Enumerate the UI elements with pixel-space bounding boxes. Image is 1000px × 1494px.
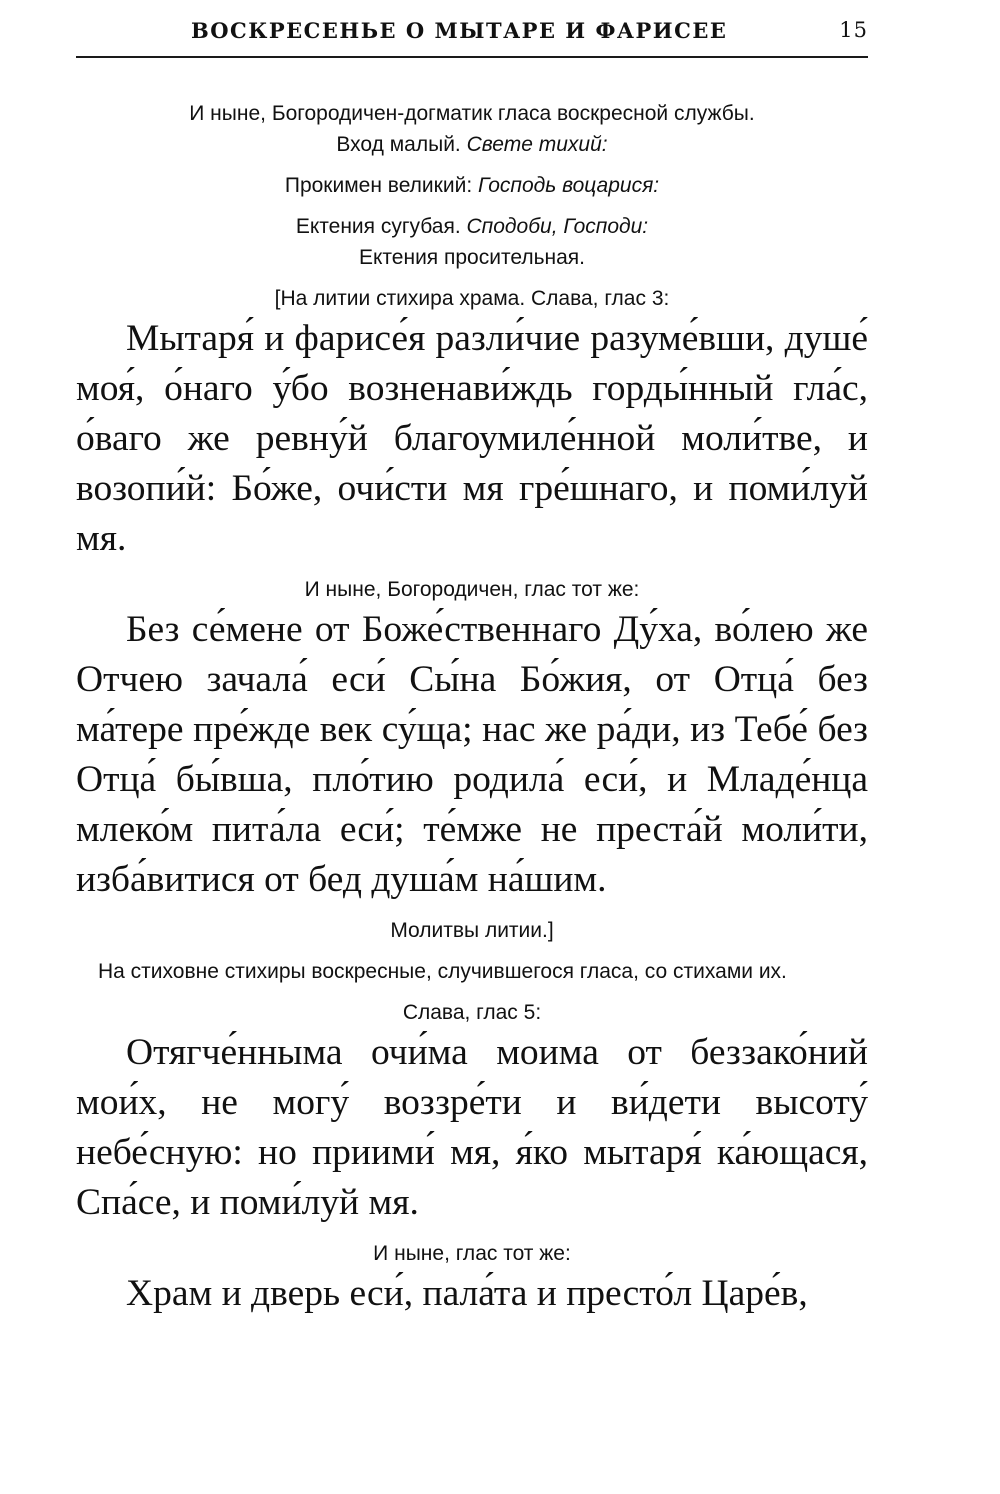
rubric-litany-augmented-text: Ектения сугубая.: [295, 215, 467, 238]
book-page: [76, 0, 868, 1319]
rubric-prokeimenon-text: Прокимен великий:: [284, 174, 478, 197]
rubric-entrance: [76, 129, 868, 160]
rubric-glory-tone-5: Слава, глас 5:: [402, 1001, 542, 1024]
rubric-entrance-text: Вход малый.: [336, 133, 467, 156]
rubric-theotokion-2: И ныне, глас тот же:: [373, 1242, 571, 1265]
page-number: 15: [839, 18, 868, 42]
rubric-litia-stichera: [На литии стихира храма. Слава, глас 3:: [274, 287, 670, 310]
hymn-heavy-eyes: Отягче́нныма очи́ма моима от беззако́ний мои́х, не могу́ воззре́ти и ви́дети высоту́ небе́сную: но приими́ мя, я́ко мытаря́ ка́ющася, Спа́се, и поми́луй мя.: [76, 1032, 868, 1223]
hymn-theotokion-2: Храм и дверь еси́, пала́та и престо́л Царе́в,: [126, 1273, 808, 1314]
running-title: ВОСКРЕСЕНЬЕ О МЫТАРЕ И ФАРИСЕЕ: [191, 18, 728, 43]
rubric-dogmatic: И ныне, Богородичен-догматик гласа воскресной службы.: [189, 102, 755, 125]
rubric-aposticha: На стиховне стихиры воскресные, случившегося гласа, со стихами их.: [98, 960, 787, 983]
rubric-prokeimenon: [76, 170, 868, 201]
rubric-litany-augmented: [76, 211, 868, 242]
hymn-theotokion-1: Без се́мене от Боже́ственнаго Ду́ха, во́лею же Отчею зачала́ еси́ Сы́на Бо́жия, от Отца́ без ма́тере пре́жде век су́ща; нас же ра́ди, из Тебе́ без Отца́ бы́вша, пло́тию родила́ еси́, и Младе́нца млеко́м пита́ла еси́; те́мже не преста́й моли́ти, изба́витися от бед душа́м на́шим.: [76, 609, 868, 900]
rubric-entrance-incipit: Свете тихий:: [466, 133, 608, 156]
hymn-publican-pharisee: Мытаря́ и фарисе́я разли́чие разуме́вши, душе́ моя́, о́наго у́бо возненави́ждь горды́нный гла́с, о́ваго же ревну́й благоумиле́нной моли́тве, и возопи́й: Бо́же, очи́сти мя гре́шнаго, и поми́луй мя.: [76, 318, 868, 559]
running-head: [76, 0, 868, 58]
rubric-prokeimenon-incipit: Господь воцарися:: [477, 174, 660, 197]
rubric-theotokion-1: И ныне, Богородичен, глас тот же:: [304, 578, 640, 601]
rubric-litany-augmented-incipit: Сподоби, Господи:: [466, 215, 649, 238]
rubric-litia-prayers: Молитвы литии.]: [390, 919, 554, 942]
rubric-litany-supplication: Ектения просительная.: [358, 246, 586, 269]
